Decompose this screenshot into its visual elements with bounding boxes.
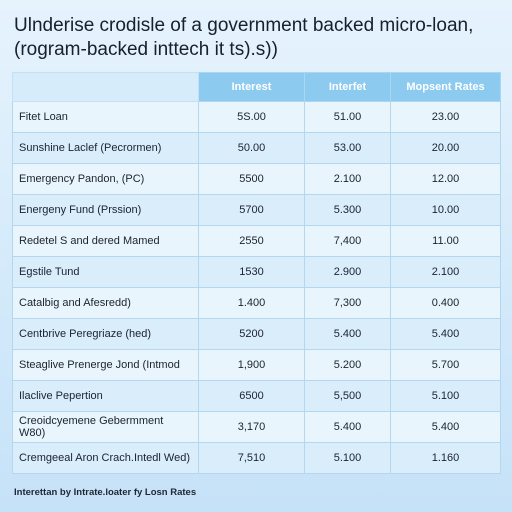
table-cell: 20.00 [391,133,501,164]
row-label: Emergency Pandon, (PC) [13,164,199,195]
row-label: Cremgeeal Aron Crach.Intedl Wed) [13,443,199,474]
table-cell: 5,500 [305,381,391,412]
table-cell: 7,400 [305,226,391,257]
table-cell: 7,300 [305,288,391,319]
table-cell: 5S.00 [199,102,305,133]
row-label: Sunshine Laclef (Pecrormen) [13,133,199,164]
table-cell: 3,170 [199,412,305,443]
row-label: Ilaclive Pepertion [13,381,199,412]
table-cell: 5.200 [305,350,391,381]
table-cell: 1.160 [391,443,501,474]
row-label: Steaglive Prenerge Jond (Intmod [13,350,199,381]
table-cell: 10.00 [391,195,501,226]
table-cell: 5.400 [391,412,501,443]
table-cell: 23.00 [391,102,501,133]
table-cell: 1530 [199,257,305,288]
row-label: Catalbig and Afesredd) [13,288,199,319]
table-body [13,102,501,474]
table-cell: 2.900 [305,257,391,288]
table-row [13,133,501,164]
table-row [13,257,501,288]
table-cell: 12.00 [391,164,501,195]
row-label: Redetel S and dered Mamed [13,226,199,257]
column-header-blank [13,73,199,102]
row-label: Fitet Loan [13,102,199,133]
table-cell: 5500 [199,164,305,195]
table-cell: 1,900 [199,350,305,381]
table-row [13,412,501,443]
row-label: Energeny Fund (Prssion) [13,195,199,226]
row-label: Creoidcyemene Gebermment W80) [13,412,199,443]
table-cell: 2550 [199,226,305,257]
chart-title-line-2: (rogram-backed inttech it ts).s)) [14,39,278,60]
row-label: Centbrive Peregriaze (hed) [13,319,199,350]
table-row [13,195,501,226]
table-cell: 5.400 [391,319,501,350]
table-cell: 5.300 [305,195,391,226]
row-label: Egstile Tund [13,257,199,288]
table-cell: 50.00 [199,133,305,164]
data-table [12,72,501,474]
table-cell: 7,510 [199,443,305,474]
table-cell: 5.400 [305,412,391,443]
table-row [13,350,501,381]
data-table-container [12,72,500,474]
column-header: Interest [199,73,305,102]
column-header: Mopsent Rates [391,73,501,102]
table-cell: 0.400 [391,288,501,319]
chart-title [14,14,504,62]
table-cell: 1.400 [199,288,305,319]
table-row [13,319,501,350]
table-cell: 5.100 [305,443,391,474]
table-header-row [13,73,501,102]
table-cell: 5700 [199,195,305,226]
chart-title-line-1: Ulnderise crodisle of a government backed micro-loan, [14,15,474,36]
table-cell: 5.400 [305,319,391,350]
column-header: Interfet [305,73,391,102]
table-row [13,226,501,257]
table-row [13,288,501,319]
chart-footnote: Interettan by Intrate.loater fy Losn Rates [14,487,197,498]
table-row [13,443,501,474]
table-cell: 2.100 [391,257,501,288]
table-cell: 6500 [199,381,305,412]
table-cell: 5.700 [391,350,501,381]
table-cell: 11.00 [391,226,501,257]
table-cell: 5.100 [391,381,501,412]
table-cell: 53.00 [305,133,391,164]
table-cell: 5200 [199,319,305,350]
table-row [13,381,501,412]
table-cell: 51.00 [305,102,391,133]
table-row [13,102,501,133]
table-row [13,164,501,195]
table-cell: 2.100 [305,164,391,195]
